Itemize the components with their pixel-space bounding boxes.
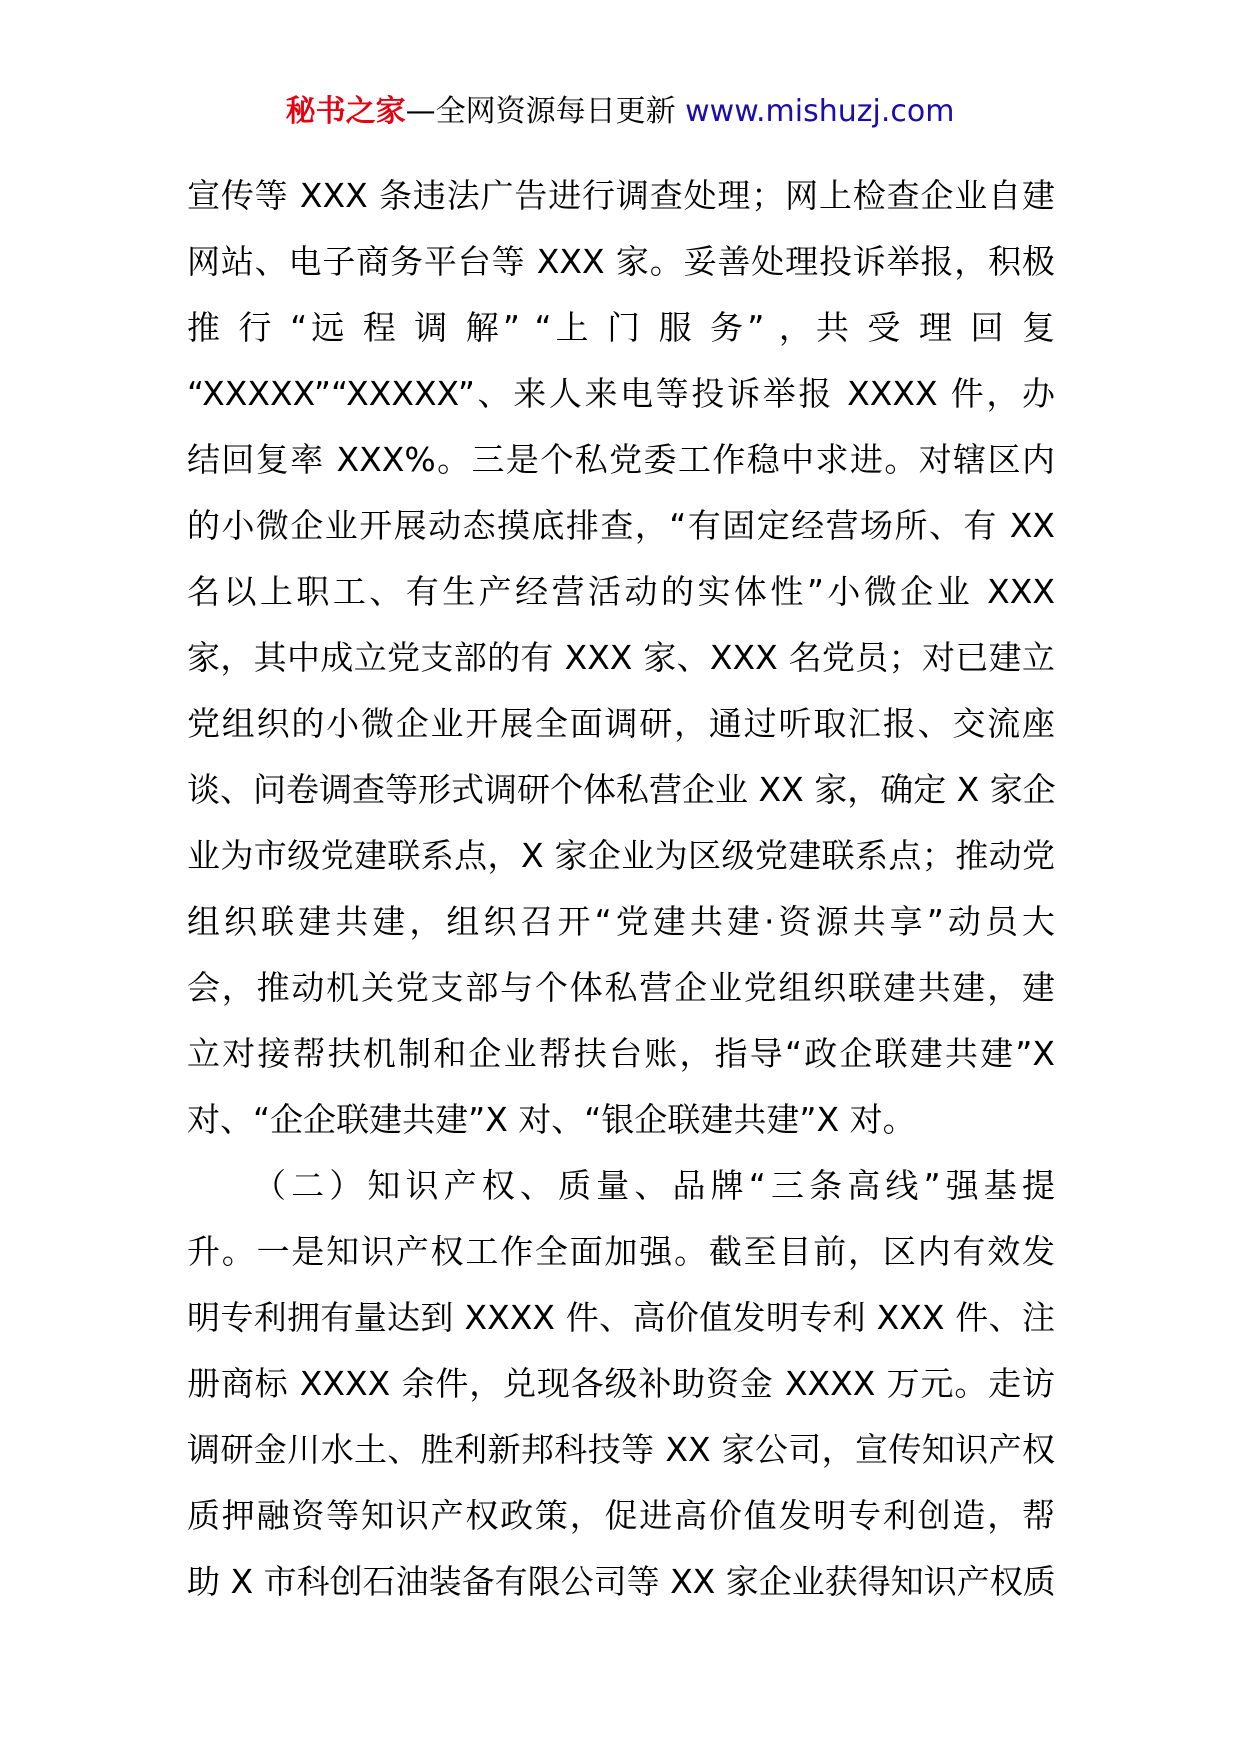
text-line: 升。一是知识产权工作全面加强。截至目前，区内有效发	[187, 1232, 1055, 1271]
text-line: 的小微企业开展动态摸底排查，“有固定经营场所、有 XX	[187, 506, 1055, 545]
text-line: 党组织的小微企业开展全面调研，通过听取汇报、交流座	[187, 704, 1055, 743]
paragraph-2	[187, 1153, 1055, 1615]
text-line: 推 行 “远 程 调 解” “上 门 服 务” ，共 受 理 回 复	[187, 308, 1055, 347]
text-line: 业为市级党建联系点，X 家企业为区级党建联系点；推动党	[187, 836, 1055, 875]
text-line: 结回复率 XXX%。三是个私党委工作稳中求进。对辖区内	[187, 440, 1055, 479]
text-line: 名以上职工、有生产经营活动的实体性”小微企业 XXX	[187, 572, 1055, 611]
text-line: 助 X 市科创石油装备有限公司等 XX 家企业获得知识产权质	[187, 1562, 1056, 1601]
site-slogan: —全网资源每日更新	[405, 94, 686, 129]
text-line: 明专利拥有量达到 XXXX 件、高价值发明专利 XXX 件、注	[187, 1298, 1055, 1337]
paragraph-1	[187, 163, 1055, 1153]
text-line: 会，推动机关党支部与个体私营企业党组织联建共建，建	[187, 968, 1055, 1007]
page-header	[0, 92, 1240, 132]
text-line: 组织联建共建，组织召开“党建共建·资源共享”动员大	[187, 902, 1055, 941]
text-line: 调研金川水土、胜利新邦科技等 XX 家公司，宣传知识产权	[187, 1430, 1055, 1469]
site-url-link[interactable]: www.mishuzj.com	[685, 94, 955, 129]
text-line: 质押融资等知识产权政策，促进高价值发明专利创造，帮	[187, 1496, 1055, 1535]
text-line: 对、“企企联建共建”X 对、“银企联建共建”X 对。	[187, 1100, 916, 1139]
document-body	[187, 163, 1055, 1615]
text-line: 谈、问卷调查等形式调研个体私营企业 XX 家，确定 X 家企	[187, 770, 1056, 809]
text-line: 立对接帮扶机制和企业帮扶台账，指导“政企联建共建”X	[187, 1034, 1055, 1073]
site-brand: 秘书之家	[285, 94, 406, 129]
text-line: 宣传等 XXX 条违法广告进行调查处理；网上检查企业自建	[187, 176, 1055, 215]
section-heading-line: （二）知识产权、质量、品牌“三条高线”强基提	[253, 1166, 1055, 1205]
text-line: 册商标 XXXX 余件，兑现各级补助资金 XXXX 万元。走访	[187, 1364, 1055, 1403]
text-line: 网站、电子商务平台等 XXX 家。妥善处理投诉举报，积极	[187, 242, 1055, 281]
text-line: 家，其中成立党支部的有 XXX 家、XXX 名党员；对已建立	[187, 638, 1055, 677]
text-line: “XXXXX”“XXXXX”、来人来电等投诉举报 XXXX 件，办	[187, 374, 1055, 413]
